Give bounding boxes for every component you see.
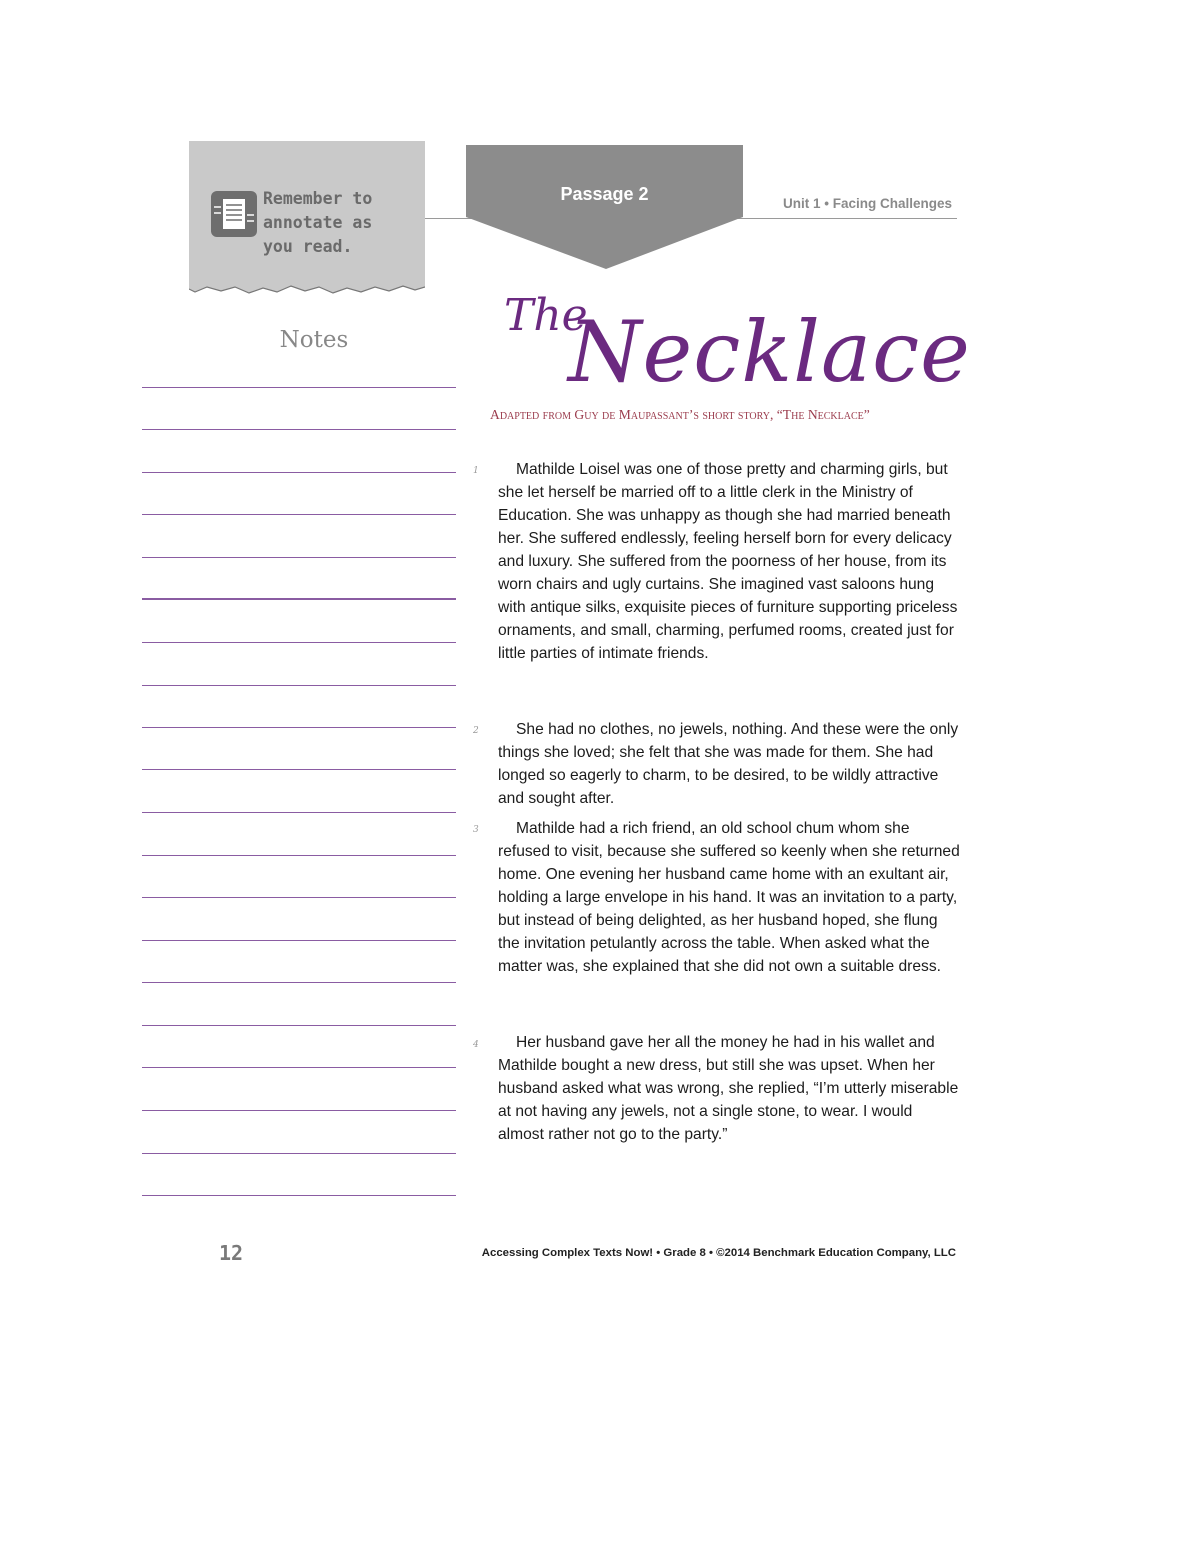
note-line[interactable] (142, 1195, 456, 1196)
note-line[interactable] (142, 598, 456, 600)
unit-label: Unit 1 • Facing Challenges (782, 196, 952, 211)
title-the: The (504, 290, 588, 341)
annotate-document-icon (211, 191, 257, 237)
note-line[interactable] (142, 557, 456, 558)
paragraph-number: 3 (473, 825, 479, 835)
note-line[interactable] (142, 387, 456, 388)
note-line[interactable] (142, 1153, 456, 1154)
note-line[interactable] (142, 1067, 456, 1068)
story-title: Necklace (568, 303, 971, 401)
note-line[interactable] (142, 897, 456, 898)
paragraph: Mathilde Loisel was one of those pretty and charming girls, but she let herself be married off to a little clerk in the Ministry of Education. She was unhappy as though she had married beneath her. She suffered endlessly, feeling herself born for every delicacy and luxury. She suffered from the poorness of her house, from its worn chairs and ugly curtains. She imagined vast saloons hung with antique silks, exquisite pieces of furniture supporting priceless ornaments, and small, charming, perfumed rooms, created just for little parties of intimate friends. (498, 461, 958, 662)
note-line[interactable] (142, 812, 456, 813)
note-line[interactable] (142, 514, 456, 515)
adapted-credit: Adapted from Guy de Maupassant’s short story, “The Necklace” (490, 407, 870, 422)
note-line[interactable] (142, 1025, 456, 1026)
note-line[interactable] (142, 727, 456, 728)
annotate-reminder (189, 141, 425, 287)
paragraph: Mathilde had a rich friend, an old school chum whom she refused to visit, because she suffered so keenly when she returned home. One evening her husband came home with an exultant air, holding a large envelope in his hand. It was an invitation to a party, but instead of being delighted, as her husband hoped, she flung the invitation petulantly across the table. When asked what the matter was, she explained that she did not own a suitable dress. (498, 820, 960, 975)
note-line[interactable] (142, 855, 456, 856)
note-line[interactable] (142, 685, 456, 686)
paragraph-number: 4 (473, 1040, 479, 1050)
notes-title: Notes (279, 327, 349, 353)
note-line[interactable] (142, 769, 456, 770)
note-line[interactable] (142, 429, 456, 430)
note-line[interactable] (142, 1110, 456, 1111)
reminder-text: Remember to annotate as you read. (263, 189, 373, 256)
note-line[interactable] (142, 940, 456, 941)
note-line[interactable] (142, 472, 456, 473)
paragraph: Her husband gave her all the money he had in his wallet and Mathilde bought a new dress, but still she was upset. When her husband asked what was wrong, she replied, “I’m utterly miserable at not having any jewels, not a single stone, to wear. I would almost rather not go to the party.” (498, 1034, 959, 1143)
torn-edge (189, 281, 425, 297)
note-line[interactable] (142, 642, 456, 643)
passage-label: Passage 2 (560, 184, 649, 204)
paragraph: She had no clothes, no jewels, nothing. And these were the only things she loved; she felt that she was made for them. She had longed so eagerly to charm, to be desired, to be wildly attractive and sought after. (498, 721, 959, 807)
paragraph-number: 1 (473, 466, 479, 476)
footer-credit: Accessing Complex Texts Now! • Grade 8 • ©2014 Benchmark Education Company, LLC (481, 1247, 956, 1259)
page-number: 12 (219, 1241, 244, 1265)
note-line[interactable] (142, 982, 456, 983)
paragraph-number: 2 (473, 726, 479, 736)
